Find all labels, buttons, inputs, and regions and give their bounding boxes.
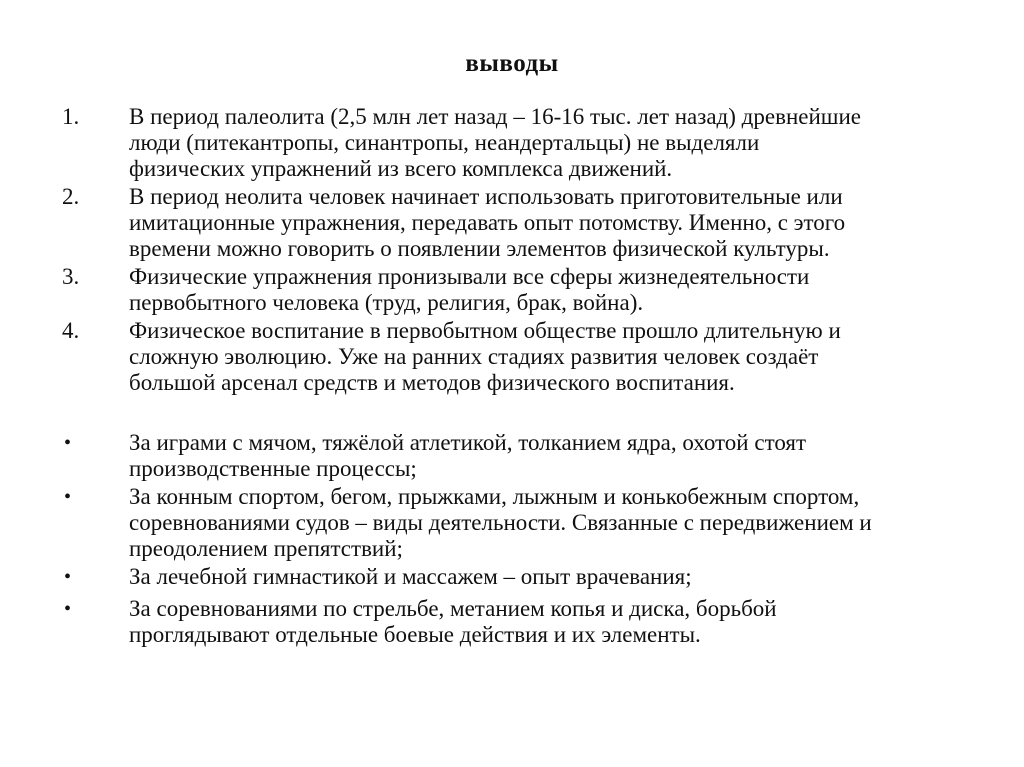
bullet-icon: •	[64, 486, 72, 508]
text-line: физических упражнений из всего комплекса движений.	[129, 156, 673, 181]
text-line: Физическое воспитание в первобытном обществе прошло длительную и	[129, 318, 841, 343]
item-number: 1.	[62, 104, 80, 129]
item-text	[129, 430, 806, 482]
bullet-icon: •	[64, 566, 72, 588]
bullet-icon: •	[64, 598, 72, 620]
item-number: 3.	[62, 264, 80, 289]
text-line: соревнованиями судов – виды деятельности. Связанные с передвижением и	[129, 510, 872, 535]
slide-title: выводы	[465, 50, 559, 77]
bullet-icon: •	[64, 432, 72, 454]
text-line: Физические упражнения пронизывали все сферы жизнедеятельности	[129, 264, 810, 289]
text-line: первобытного человека (труд, религия, брак, война).	[129, 290, 644, 315]
text-line: времени можно говорить о появлении элементов физической культуры.	[129, 236, 830, 261]
text-line: преодолением препятствий;	[129, 536, 403, 561]
text-line: За играми с мячом, тяжёлой атлетикой, толканием ядра, охотой стоят	[129, 430, 807, 455]
text-line: За соревнованиями по стрельбе, метанием копья и диска, борьбой	[129, 596, 777, 621]
item-text	[129, 596, 777, 648]
item-text	[129, 484, 872, 562]
text-line: большой арсенал средств и методов физического воспитания.	[129, 370, 735, 395]
text-line: сложную эволюцию. Уже на ранних стадиях развития человек создаёт	[129, 344, 819, 369]
item-text	[129, 264, 809, 316]
item-number: 4.	[62, 318, 80, 343]
text-line: имитационные упражнения, передавать опыт потомству. Именно, с этого	[129, 210, 846, 235]
item-number: 2.	[62, 184, 80, 209]
item-text	[129, 104, 861, 182]
text-line: За лечебной гимнастикой и массажем – опыт врачевания;	[129, 564, 692, 589]
text-line: В период неолита человек начинает использовать приготовительные или	[129, 184, 843, 209]
item-text	[129, 318, 841, 396]
text-line: За конным спортом, бегом, прыжками, лыжным и конькобежным спортом,	[129, 484, 860, 509]
text-line: производственные процессы;	[129, 456, 417, 481]
text-line: проглядывают отдельные боевые действия и их элементы.	[129, 622, 701, 647]
item-text	[129, 564, 692, 590]
text-line: В период палеолита (2,5 млн лет назад – 16-16 тыс. лет назад) древнейшие	[129, 104, 861, 129]
text-line: люди (питекантропы, синантропы, неандертальцы) не выделяли	[129, 130, 760, 155]
item-text	[129, 184, 845, 262]
